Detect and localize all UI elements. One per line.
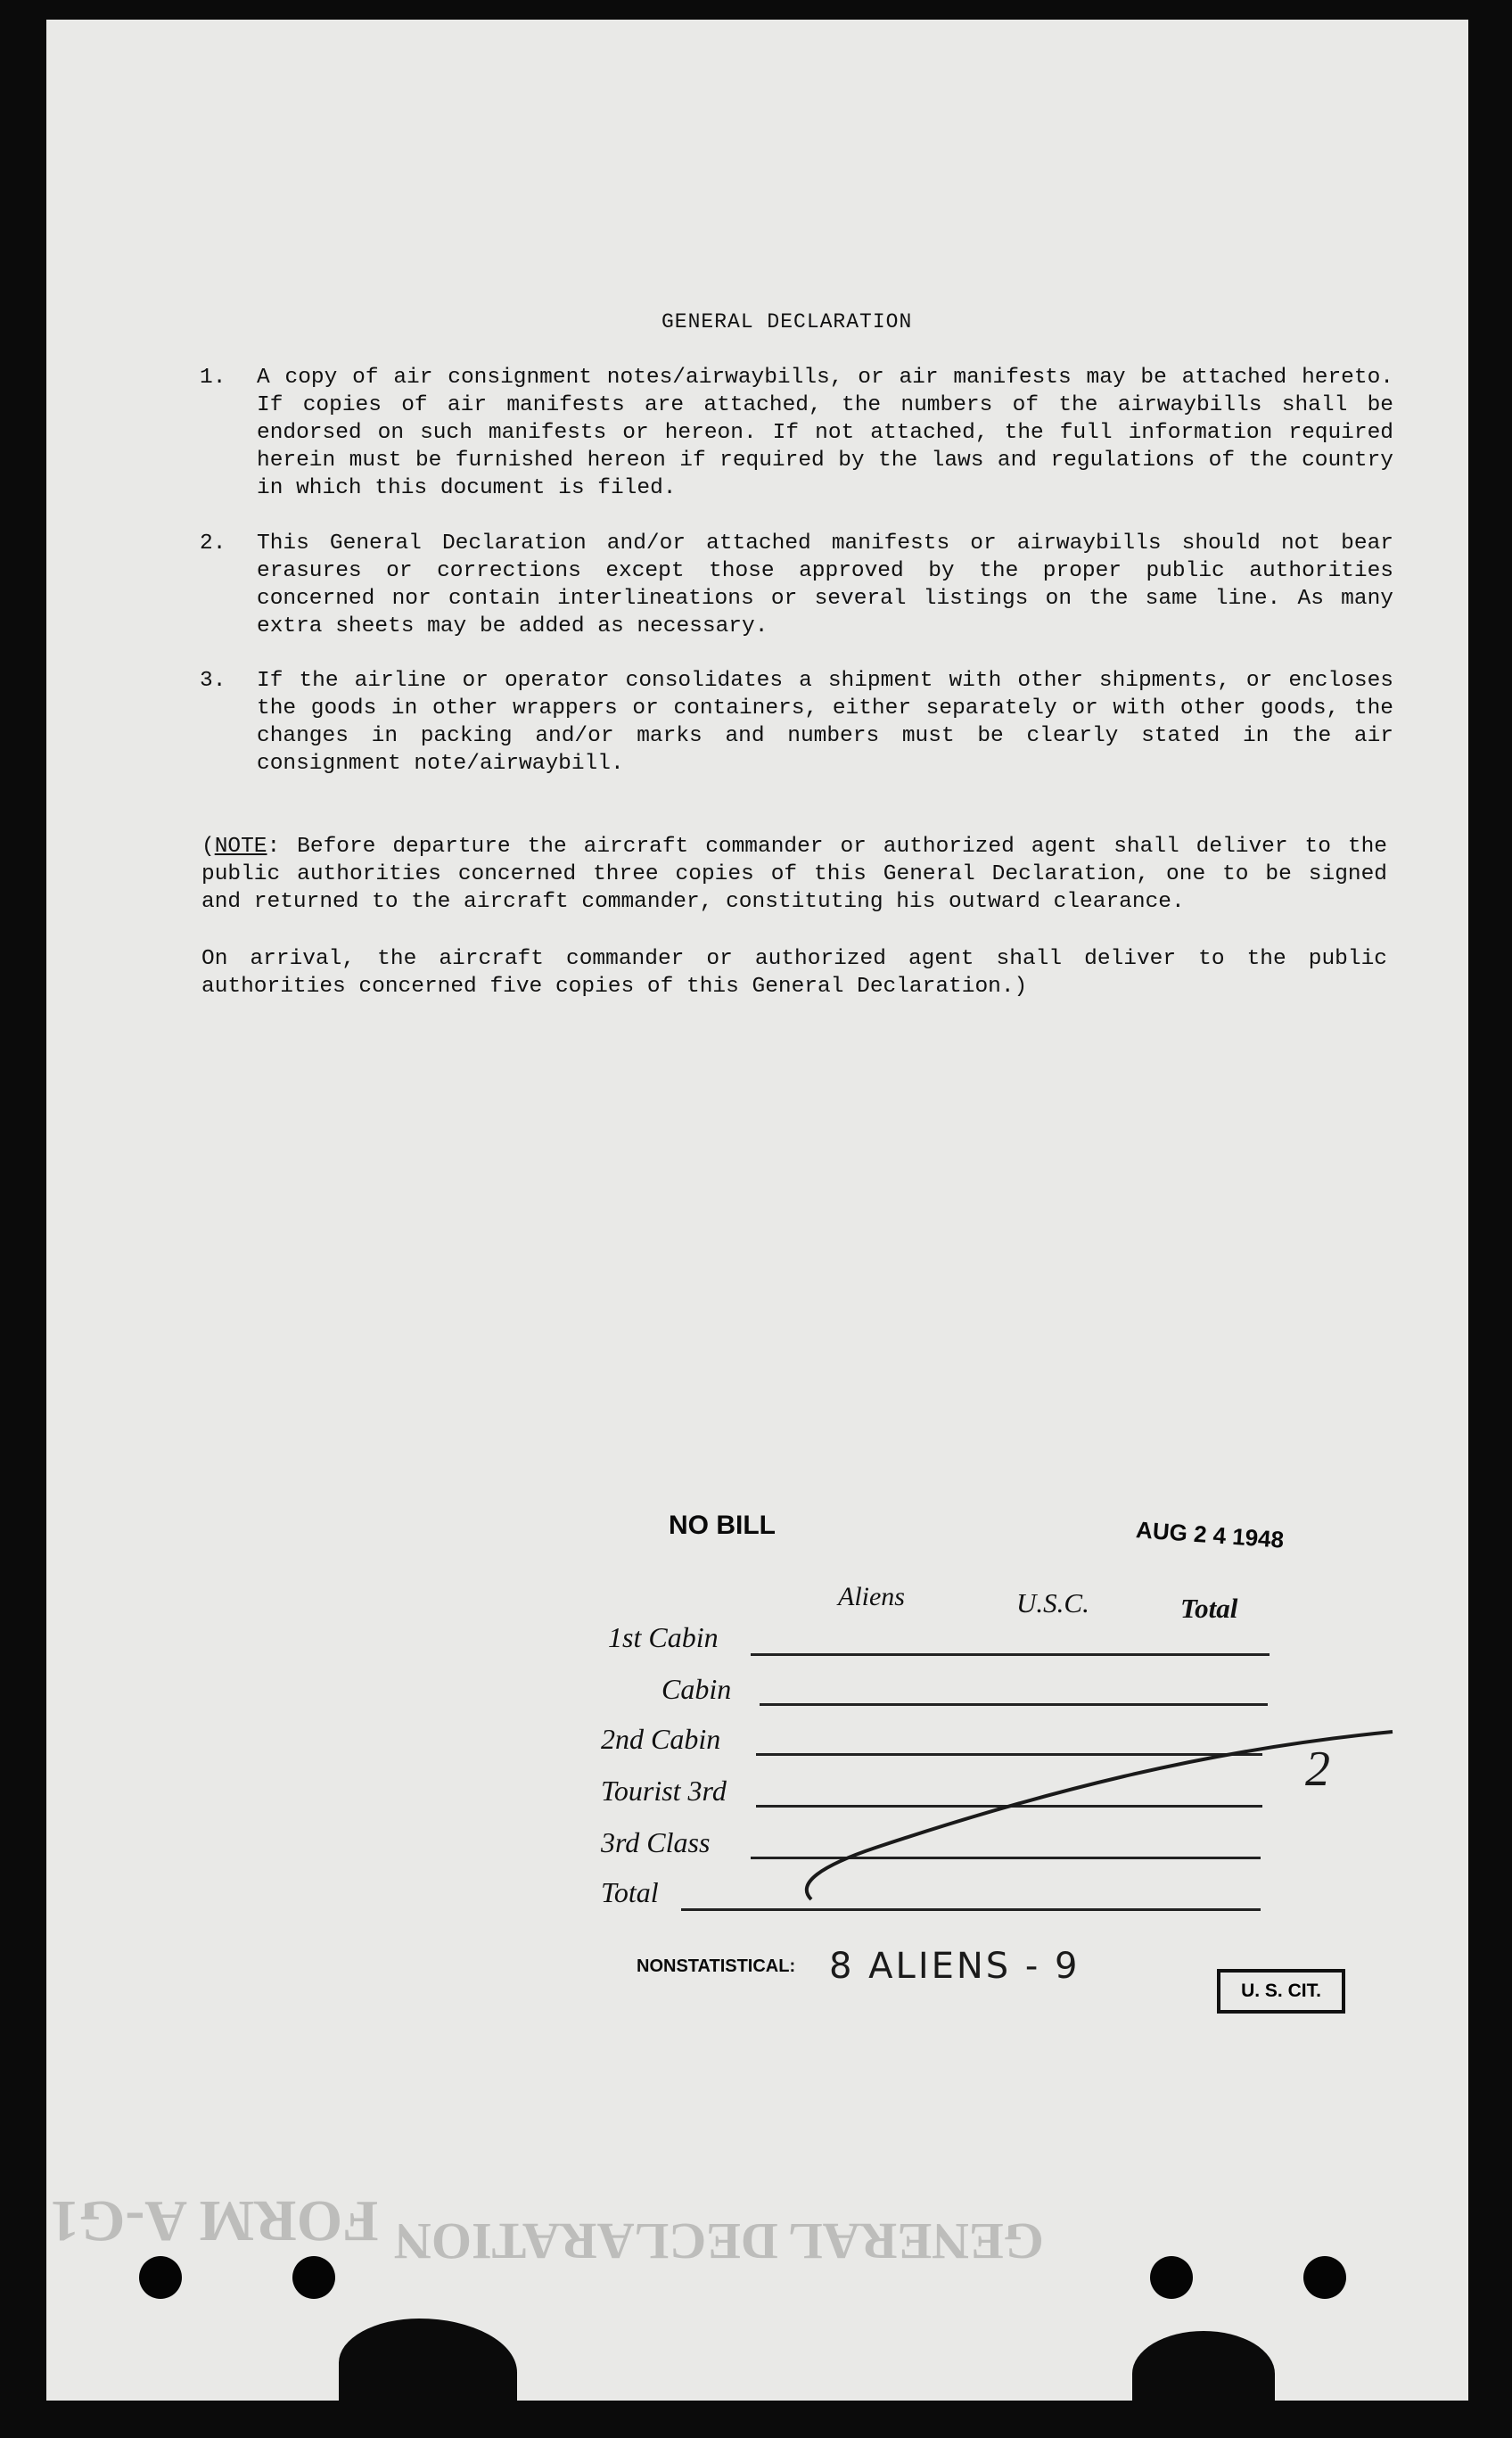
- page-title: GENERAL DECLARATION: [662, 310, 913, 334]
- column-aliens: Aliens: [838, 1582, 905, 1611]
- arrival-text: On arrival, the aircraft commander or authorized agent shall deliver to the public authorities concerned five copies of this General Declaration.): [201, 947, 1387, 999]
- us-citizen-stamp: U. S. CIT.: [1217, 1969, 1345, 2014]
- row-label: 2nd Cabin: [601, 1723, 721, 1755]
- item-number: 1.: [200, 366, 226, 390]
- handwritten-count: 8 ALIENS - 9: [829, 1946, 1081, 1987]
- item-number: 3.: [200, 669, 226, 693]
- no-bill-stamp: NO BILL: [669, 1511, 776, 1540]
- column-usc: U.S.C.: [1016, 1587, 1089, 1618]
- row-label: Tourist 3rd: [601, 1775, 727, 1807]
- row-line: [760, 1703, 1268, 1706]
- column-total: Total: [1180, 1593, 1238, 1624]
- ghost-form-number: FORM A-G1: [50, 2188, 379, 2253]
- punch-hole: [139, 2256, 182, 2299]
- ghost-general-declaration: GENERAL DECLARATION: [394, 2212, 1044, 2270]
- punch-hole: [292, 2256, 335, 2299]
- item-text: If the airline or operator consolidates a shipment with other shipments, or encloses the goods in other wrappers or containers, either separately or with other goods, the changes in packing and/or marks and numbers must be clearly stated in the air consignment note/airwaybill.: [257, 669, 1393, 776]
- row-line: [751, 1653, 1270, 1656]
- nonstatistical-label: NONSTATISTICAL:: [637, 1956, 796, 1976]
- punch-hole: [1303, 2256, 1346, 2299]
- note-text: : Before departure the aircraft commander or authorized agent shall deliver to the public authorities concerned three copies of this General Declaration, one to be signed and returned to the aircraft commander, constituting his outward clearance.: [201, 835, 1387, 914]
- note-open: (: [201, 835, 215, 859]
- note-label: NOTE: [214, 835, 267, 859]
- tally-mark: 2: [1305, 1742, 1333, 1797]
- document-page: [46, 20, 1468, 2401]
- row-label: Cabin: [662, 1673, 732, 1705]
- row-label: Total: [601, 1876, 659, 1908]
- row-label: 3rd Class: [601, 1826, 711, 1858]
- torn-edge: [1132, 2331, 1275, 2417]
- punch-hole: [1150, 2256, 1193, 2299]
- date-stamp: AUG 2 4 1948: [1135, 1516, 1286, 1553]
- row-label: 1st Cabin: [608, 1621, 719, 1653]
- item-text: A copy of air consignment notes/airwaybills, or air manifests may be attached hereto. If copies of air manifests are attached, the numbers of the airwaybills shall be endorsed on such manifests or hereon. If not attached, the full information required herein must be furnished hereon if required by the laws and regulations of the country in which this document is filed.: [257, 366, 1393, 500]
- note-paragraph: [201, 833, 1387, 916]
- arrival-paragraph: [201, 945, 1387, 1001]
- item-text: This General Declaration and/or attached manifests or airwaybills should not bear erasures or corrections except those approved by the proper public authorities concerned nor contain interlineations or several listings on the same line. As many extra sheets may be added as necessary.: [257, 531, 1393, 638]
- item-number: 2.: [200, 531, 226, 556]
